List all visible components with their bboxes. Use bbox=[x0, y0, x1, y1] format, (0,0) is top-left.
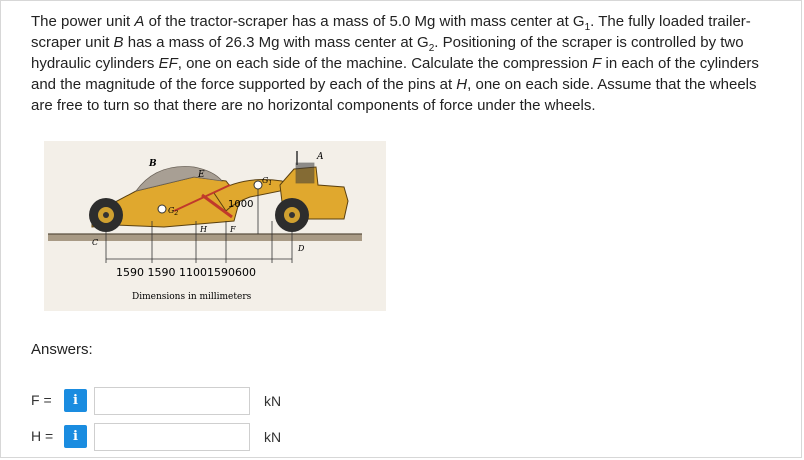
label-b: B bbox=[149, 159, 157, 169]
label-a: A bbox=[317, 152, 324, 162]
g2-marker bbox=[158, 205, 166, 213]
h-answer-input[interactable] bbox=[94, 423, 250, 451]
f-info-icon[interactable]: i bbox=[64, 389, 87, 412]
answer-row-h bbox=[31, 420, 331, 454]
g1-marker bbox=[254, 181, 262, 189]
answer-row-f bbox=[31, 384, 331, 418]
f-unit: kN bbox=[264, 393, 282, 409]
front-wheel bbox=[275, 198, 309, 232]
label-g1: $G_1$ bbox=[262, 176, 273, 187]
h-unit: kN bbox=[264, 429, 282, 445]
height-dimension-label: 1000 bbox=[228, 199, 254, 210]
tractor-scraper-figure bbox=[44, 141, 386, 311]
tractor-cab bbox=[296, 163, 314, 183]
h-label: H = bbox=[31, 428, 54, 444]
answers-heading: Answers: bbox=[31, 341, 93, 358]
h-info-icon[interactable]: i bbox=[64, 425, 87, 448]
label-e: E bbox=[198, 170, 205, 180]
problem-statement: The power unit A of the tractor-scraper has a mass of 5.0 Mg with mass center at $G_1$. The fully loaded trailer-scraper unit B has a mass of 26.3 Mg with mass center at $G_2$. Positioning of the scraper is controlled by two hydraulic cylinders EF, one on each side of the machine. Calculate the compression F in each of the cylinders and the magnitude of the force supported by each of the pins at H, one on each side. Assume that the wheels are free to turn so that there are no horizontal components of force under the wheels. bbox=[31, 13, 759, 114]
tractor-scraper-diagram bbox=[44, 141, 386, 311]
label-c: C bbox=[92, 238, 99, 247]
label-g2: $G_2$ bbox=[168, 206, 179, 217]
rear-wheel bbox=[89, 198, 123, 232]
label-h: H bbox=[200, 225, 207, 234]
label-f: F bbox=[230, 225, 236, 234]
f-label: F = bbox=[31, 392, 52, 408]
horizontal-dimension-labels: 1590 1590 11001590600 bbox=[116, 266, 256, 279]
label-d: D bbox=[298, 244, 305, 253]
figure-caption: Dimensions in millimeters bbox=[132, 292, 252, 302]
f-answer-input[interactable] bbox=[94, 387, 250, 415]
